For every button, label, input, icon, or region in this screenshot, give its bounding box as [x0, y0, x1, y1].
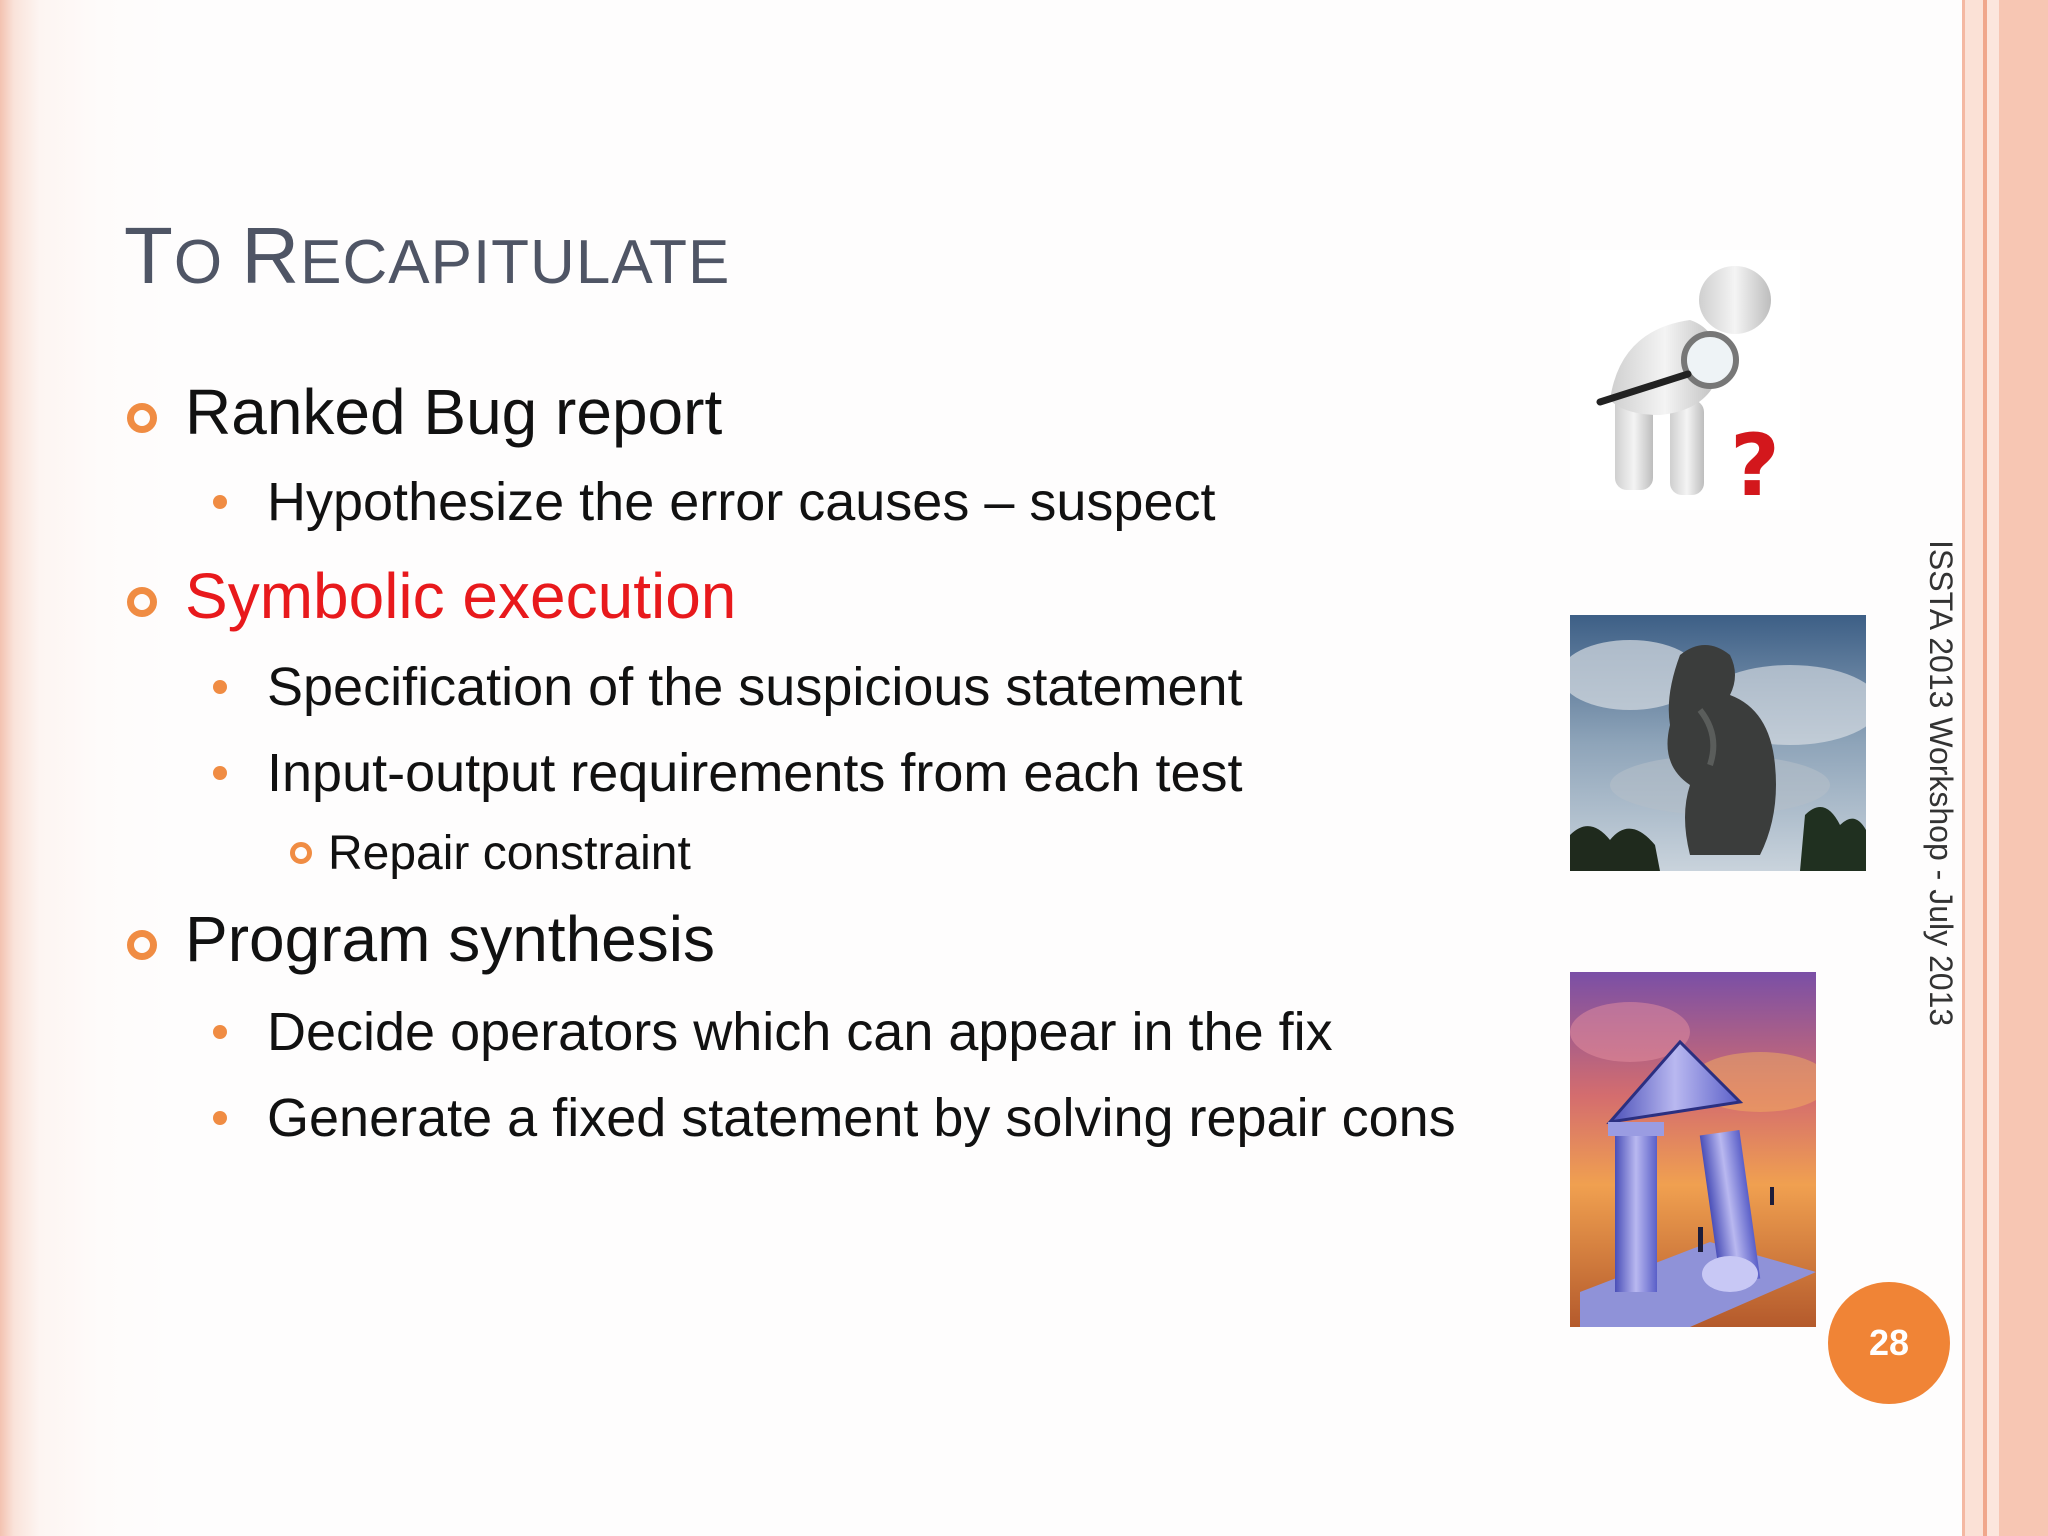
fallen-columns-icon [1570, 972, 1816, 1327]
title-smallcaps: O [173, 228, 224, 297]
title-smallcaps: ECAPITULATE [300, 228, 731, 297]
ring-bullet-icon [127, 403, 157, 433]
sub-bullet-specification: Specification of the suspicious statement [267, 657, 1243, 717]
thinker-statue-image [1570, 615, 1866, 871]
title-initial: R [241, 211, 301, 300]
right-border-stripe [1999, 0, 2048, 1536]
ring-bullet-icon [127, 930, 157, 960]
page-number-badge: 28 [1828, 1282, 1950, 1404]
subsub-bullet-repair-constraint: Repair constraint [328, 827, 691, 880]
sub-bullet-input-output: Input-output requirements from each test [267, 743, 1243, 803]
slide-title [124, 210, 730, 302]
columns-image [1570, 972, 1816, 1327]
side-footer-label: ISSTA 2013 Workshop - July 2013 [1923, 540, 1959, 1027]
right-border-stripe [1965, 0, 1983, 1536]
bullet-program-synthesis: Program synthesis [185, 903, 715, 975]
bullet-ranked-bug-report: Ranked Bug report [185, 376, 723, 448]
dot-bullet-icon [213, 1025, 227, 1039]
svg-text:?: ? [1730, 416, 1780, 510]
dot-bullet-icon [213, 495, 227, 509]
right-border-stripe [1987, 0, 1999, 1536]
sub-bullet-generate-fixed: Generate a fixed statement by solving repair cons [267, 1088, 1456, 1148]
thinker-statue-icon [1570, 615, 1866, 871]
bullet-symbolic-execution: Symbolic execution [185, 560, 737, 632]
dot-bullet-icon [213, 680, 227, 694]
sub-bullet-decide-operators: Decide operators which can appear in the fix [267, 1002, 1333, 1062]
title-initial: T [124, 211, 174, 300]
dot-bullet-icon [213, 1111, 227, 1125]
magnifier-figure-icon [1570, 250, 1800, 510]
ring-bullet-icon [127, 587, 157, 617]
investigator-image [1570, 250, 1800, 510]
ring-bullet-icon [290, 842, 312, 864]
sub-bullet-hypothesize: Hypothesize the error causes – suspect [267, 472, 1216, 532]
dot-bullet-icon [213, 766, 227, 780]
